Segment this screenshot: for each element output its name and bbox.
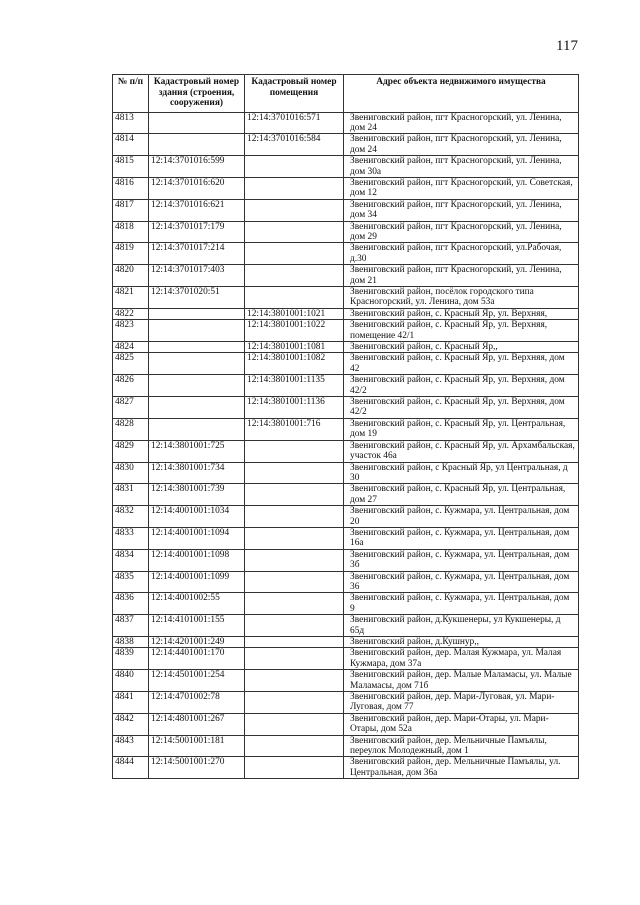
- address-cell: Звениговский район, дер. Мельничные Памъялы, ул. Центральная, дом 36а: [344, 757, 579, 779]
- table-row: [113, 484, 579, 506]
- premises-cadastral-cell: 12:14:3701016:571: [245, 112, 344, 134]
- address-cell: Звениговский район, с Красный Яр, ул Центральная, д 30: [344, 462, 579, 484]
- row-number-cell: 4840: [113, 670, 149, 692]
- address-cell: Звениговский район, пгт Красногорский, ул. Ленина, дом 29: [344, 221, 579, 243]
- premises-cadastral-cell: [245, 287, 344, 309]
- address-cell: Звениговский район, с. Красный Яр, ул. Центральная, дом 27: [344, 484, 579, 506]
- building-cadastral-cell: 12:14:3701017:214: [149, 243, 245, 265]
- building-cadastral-cell: 12:14:4001002:55: [149, 593, 245, 615]
- address-cell: Звениговский район, дер. Мари-Отары, ул. Мари-Отары, дом 52а: [344, 713, 579, 735]
- premises-cadastral-cell: [245, 692, 344, 714]
- building-cadastral-cell: 12:14:4001001:1034: [149, 506, 245, 528]
- premises-cadastral-cell: [245, 199, 344, 221]
- premises-cadastral-cell: [245, 484, 344, 506]
- address-cell: Звениговский район, с. Кужмара, ул. Центральная, дом 36: [344, 571, 579, 593]
- address-cell: Звениговский район, дер. Мари-Луговая, ул. Мари-Луговая, дом 77: [344, 692, 579, 714]
- building-cadastral-cell: [149, 418, 245, 440]
- table-row: [113, 397, 579, 419]
- row-number-cell: 4834: [113, 549, 149, 571]
- table-row: [113, 462, 579, 484]
- address-cell: Звениговский район, пгт Красногорский, ул. Ленина, дом 34: [344, 199, 579, 221]
- building-cadastral-cell: 12:14:5001001:181: [149, 735, 245, 757]
- address-cell: Звениговский район, пгт Красногорский, ул.Рабочая, д.30: [344, 243, 579, 265]
- table-row: [113, 320, 579, 342]
- premises-cadastral-cell: [245, 156, 344, 178]
- premises-cadastral-cell: [245, 637, 344, 648]
- address-cell: Звениговский район, с. Красный Яр, ул. Верхняя, помещение 42/1: [344, 320, 579, 342]
- building-cadastral-cell: [149, 353, 245, 375]
- building-cadastral-cell: 12:14:3701016:621: [149, 199, 245, 221]
- building-cadastral-cell: 12:14:3701016:620: [149, 177, 245, 199]
- premises-cadastral-cell: [245, 243, 344, 265]
- building-cadastral-cell: [149, 308, 245, 319]
- header-building-cadastral: Кадастровый номер здания (строения, сооружения): [149, 75, 245, 113]
- table-row: [113, 156, 579, 178]
- premises-cadastral-cell: 12:14:3801001:1022: [245, 320, 344, 342]
- address-cell: Звениговский район, пгт Красногорский, ул. Советская, дом 12: [344, 177, 579, 199]
- row-number-cell: 4836: [113, 593, 149, 615]
- premises-cadastral-cell: [245, 593, 344, 615]
- table-row: [113, 221, 579, 243]
- row-number-cell: 4818: [113, 221, 149, 243]
- header-premises-cadastral: Кадастровый номер помещения: [245, 75, 344, 113]
- row-number-cell: 4844: [113, 757, 149, 779]
- building-cadastral-cell: 12:14:4801001:267: [149, 713, 245, 735]
- row-number-cell: 4819: [113, 243, 149, 265]
- address-cell: Звениговский район, дер. Малые Маламасы, ул. Малые Маламасы, дом 71б: [344, 670, 579, 692]
- building-cadastral-cell: 12:14:4501001:254: [149, 670, 245, 692]
- row-number-cell: 4813: [113, 112, 149, 134]
- premises-cadastral-cell: [245, 527, 344, 549]
- premises-cadastral-cell: [245, 440, 344, 462]
- building-cadastral-cell: 12:14:3801001:739: [149, 484, 245, 506]
- premises-cadastral-cell: [245, 462, 344, 484]
- row-number-cell: 4826: [113, 375, 149, 397]
- address-cell: Звениговский район, пгт Красногорский, ул. Ленина, дом 30а: [344, 156, 579, 178]
- table-row: [113, 615, 579, 637]
- premises-cadastral-cell: 12:14:3701016:584: [245, 134, 344, 156]
- building-cadastral-cell: 12:14:3701020:51: [149, 287, 245, 309]
- address-cell: Звениговский район, с. Кужмара, ул. Центральная, дом 20: [344, 506, 579, 528]
- address-cell: Звениговский район, с. Кужмара, ул. Центральная, дом 16а: [344, 527, 579, 549]
- table-row: [113, 353, 579, 375]
- table-row: [113, 440, 579, 462]
- premises-cadastral-cell: 12:14:3801001:1081: [245, 342, 344, 353]
- address-cell: Звениговский район, с. Красный Яр, ул. Архамбальская, участок 46а: [344, 440, 579, 462]
- table-row: [113, 670, 579, 692]
- premises-cadastral-cell: 12:14:3801001:1136: [245, 397, 344, 419]
- building-cadastral-cell: 12:14:4401001:170: [149, 648, 245, 670]
- premises-cadastral-cell: 12:14:3801001:1082: [245, 353, 344, 375]
- table-row: [113, 134, 579, 156]
- row-number-cell: 4816: [113, 177, 149, 199]
- table-row: [113, 735, 579, 757]
- table-row: [113, 549, 579, 571]
- building-cadastral-cell: 12:14:3701017:179: [149, 221, 245, 243]
- building-cadastral-cell: 12:14:4701002:78: [149, 692, 245, 714]
- premises-cadastral-cell: [245, 221, 344, 243]
- row-number-cell: 4833: [113, 527, 149, 549]
- address-cell: Звениговский район, с. Красный Яр, ул. Центральная, дом 19: [344, 418, 579, 440]
- address-cell: Звениговский район, с. Кужмара, ул. Центральная, дом 3б: [344, 549, 579, 571]
- table-row: [113, 342, 579, 353]
- row-number-cell: 4820: [113, 265, 149, 287]
- premises-cadastral-cell: [245, 265, 344, 287]
- building-cadastral-cell: 12:14:3701017:403: [149, 265, 245, 287]
- row-number-cell: 4821: [113, 287, 149, 309]
- building-cadastral-cell: 12:14:3701016:599: [149, 156, 245, 178]
- table-row: [113, 265, 579, 287]
- premises-cadastral-cell: [245, 549, 344, 571]
- table-row: [113, 692, 579, 714]
- building-cadastral-cell: 12:14:4201001:249: [149, 637, 245, 648]
- table-row: [113, 527, 579, 549]
- row-number-cell: 4829: [113, 440, 149, 462]
- address-cell: Звениговский район, пгт Красногорский, ул. Ленина, дом 24: [344, 112, 579, 134]
- address-cell: Звениговский район, дер. Малая Кужмара, ул. Малая Кужмара, дом 37а: [344, 648, 579, 670]
- row-number-cell: 4835: [113, 571, 149, 593]
- table-row: [113, 637, 579, 648]
- table-row: [113, 648, 579, 670]
- table-row: [113, 177, 579, 199]
- address-cell: Звениговский район, с. Красный Яр, ул. Верхняя,: [344, 308, 579, 319]
- header-number: № п/п: [113, 75, 149, 113]
- table-row: [113, 308, 579, 319]
- address-cell: Звениговский район, пгт Красногорский, ул. Ленина, дом 21: [344, 265, 579, 287]
- premises-cadastral-cell: [245, 571, 344, 593]
- address-cell: Звениговский район, дер. Мельничные Памъялы, переулок Молодежный, дом 1: [344, 735, 579, 757]
- address-cell: Звениговский район, с. Красный Яр, ул. Верхняя, дом 42/2: [344, 397, 579, 419]
- premises-cadastral-cell: 12:14:3801001:1135: [245, 375, 344, 397]
- row-number-cell: 4832: [113, 506, 149, 528]
- address-cell: Звениговский район, с. Красный Яр, ул. Верхняя, дом 42: [344, 353, 579, 375]
- premises-cadastral-cell: [245, 648, 344, 670]
- table-row: [113, 287, 579, 309]
- building-cadastral-cell: 12:14:4001001:1094: [149, 527, 245, 549]
- page-number: 117: [556, 38, 578, 54]
- row-number-cell: 4837: [113, 615, 149, 637]
- building-cadastral-cell: 12:14:4101001:155: [149, 615, 245, 637]
- building-cadastral-cell: 12:14:4001001:1098: [149, 549, 245, 571]
- table-row: [113, 757, 579, 779]
- table-row: [113, 506, 579, 528]
- row-number-cell: 4824: [113, 342, 149, 353]
- premises-cadastral-cell: 12:14:3801001:716: [245, 418, 344, 440]
- premises-cadastral-cell: [245, 177, 344, 199]
- row-number-cell: 4822: [113, 308, 149, 319]
- building-cadastral-cell: [149, 134, 245, 156]
- row-number-cell: 4827: [113, 397, 149, 419]
- table-row: [113, 593, 579, 615]
- address-cell: Звениговский район, посёлок городского типа Красногорский, ул. Ленина, дом 53а: [344, 287, 579, 309]
- header-row: [113, 75, 579, 113]
- table-row: [113, 418, 579, 440]
- row-number-cell: 4839: [113, 648, 149, 670]
- row-number-cell: 4817: [113, 199, 149, 221]
- row-number-cell: 4814: [113, 134, 149, 156]
- building-cadastral-cell: [149, 375, 245, 397]
- address-cell: Звениговский район, с. Красный Яр, ул. Верхняя, дом 42/2: [344, 375, 579, 397]
- premises-cadastral-cell: [245, 713, 344, 735]
- premises-cadastral-cell: [245, 735, 344, 757]
- row-number-cell: 4828: [113, 418, 149, 440]
- table-header: [113, 75, 579, 113]
- building-cadastral-cell: [149, 342, 245, 353]
- property-table: [112, 74, 579, 779]
- row-number-cell: 4831: [113, 484, 149, 506]
- building-cadastral-cell: 12:14:4001001:1099: [149, 571, 245, 593]
- table-row: [113, 112, 579, 134]
- building-cadastral-cell: [149, 320, 245, 342]
- row-number-cell: 4830: [113, 462, 149, 484]
- row-number-cell: 4843: [113, 735, 149, 757]
- premises-cadastral-cell: [245, 670, 344, 692]
- table-row: [113, 243, 579, 265]
- table-row: [113, 713, 579, 735]
- row-number-cell: 4825: [113, 353, 149, 375]
- building-cadastral-cell: [149, 112, 245, 134]
- header-address: Адрес объекта недвижимого имущества: [344, 75, 579, 113]
- building-cadastral-cell: 12:14:3801001:734: [149, 462, 245, 484]
- address-cell: Звениговский район, д.Кушнур,,: [344, 637, 579, 648]
- premises-cadastral-cell: [245, 506, 344, 528]
- table-row: [113, 571, 579, 593]
- address-cell: Звениговский район, д.Кукшенеры, ул Кукшенеры, д 65д: [344, 615, 579, 637]
- premises-cadastral-cell: [245, 615, 344, 637]
- address-cell: Звениговский район, с. Кужмара, ул. Центральная, дом 9: [344, 593, 579, 615]
- row-number-cell: 4823: [113, 320, 149, 342]
- row-number-cell: 4841: [113, 692, 149, 714]
- building-cadastral-cell: 12:14:5001001:270: [149, 757, 245, 779]
- building-cadastral-cell: [149, 397, 245, 419]
- address-cell: Звениговский район, пгт Красногорский, ул. Ленина, дом 24: [344, 134, 579, 156]
- table-row: [113, 375, 579, 397]
- address-cell: Звениговский район, с. Красный Яр,,: [344, 342, 579, 353]
- row-number-cell: 4842: [113, 713, 149, 735]
- table-row: [113, 199, 579, 221]
- row-number-cell: 4815: [113, 156, 149, 178]
- table-body: [113, 112, 579, 779]
- row-number-cell: 4838: [113, 637, 149, 648]
- building-cadastral-cell: 12:14:3801001:725: [149, 440, 245, 462]
- premises-cadastral-cell: [245, 757, 344, 779]
- premises-cadastral-cell: 12:14:3801001:1021: [245, 308, 344, 319]
